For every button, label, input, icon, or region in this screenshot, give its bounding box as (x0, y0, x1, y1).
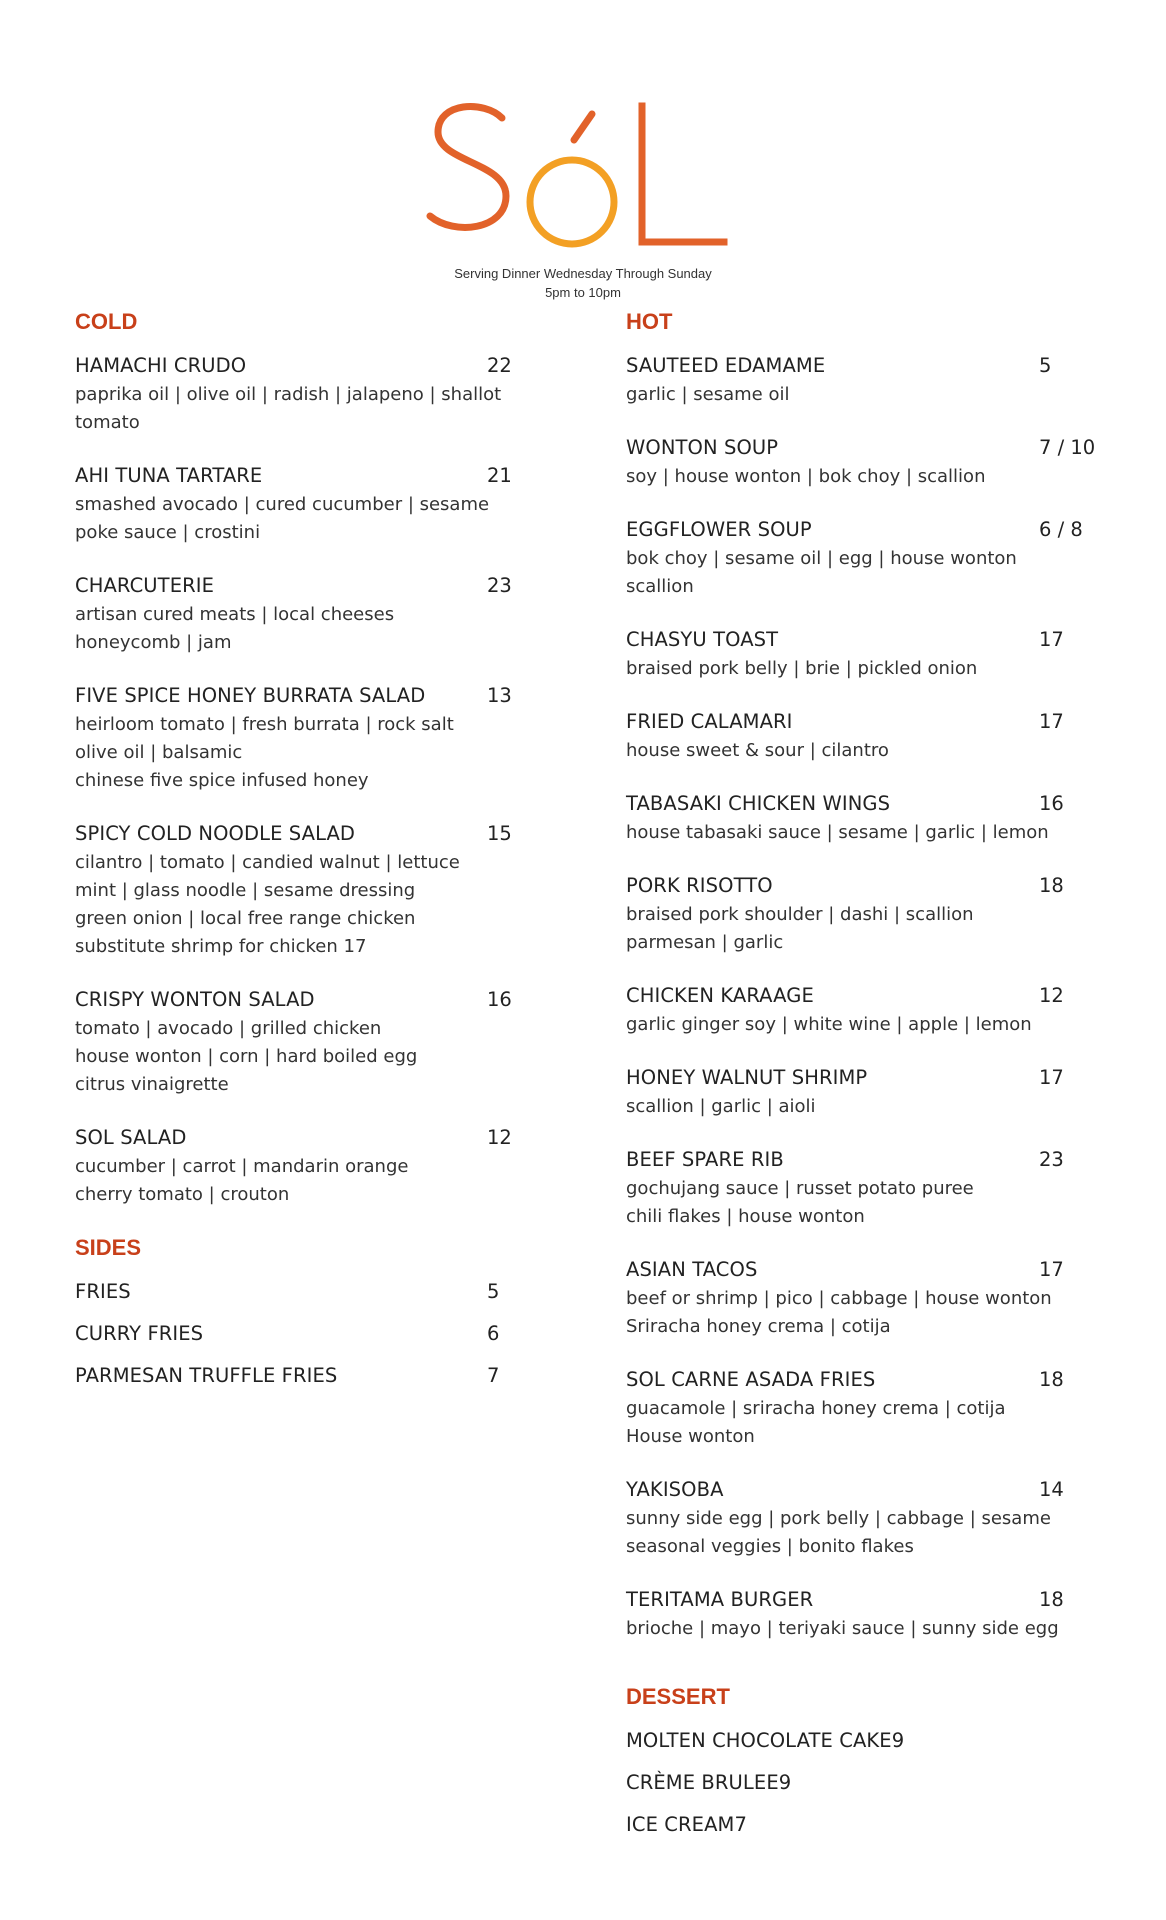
menu-item-description: braised pork belly | brie | pickled onion (626, 658, 978, 679)
menu-item-description: mint | glass noodle | sesame dressing (75, 880, 416, 901)
menu-item (626, 433, 1096, 491)
menu-item-price: 18 (1039, 1588, 1064, 1611)
menu-item-header (626, 1063, 1096, 1093)
menu-item-header (626, 1255, 1096, 1285)
menu-item-description: chinese five spice infused honey (75, 770, 369, 791)
menu-item (626, 981, 1096, 1039)
menu-item-header (75, 985, 545, 1015)
menu-item (75, 1277, 545, 1307)
menu-item-price: 12 (487, 1126, 512, 1149)
menu-item (75, 351, 545, 437)
menu-item-price: 17 (1039, 710, 1064, 733)
menu-item-description: scallion (626, 576, 694, 597)
menu-item-description: substitute shrimp for chicken 17 (75, 936, 367, 957)
menu-item-header (626, 1768, 1096, 1799)
menu-item (626, 515, 1096, 601)
left-column (75, 307, 545, 1403)
section-title-dessert: DESSERT (626, 1684, 730, 1709)
menu-item-price: 17 (1039, 1258, 1064, 1281)
right-column (626, 307, 1096, 1667)
menu-item (626, 789, 1096, 847)
menu-item-name: MOLTEN CHOCOLATE CAKE (626, 1729, 892, 1752)
menu-item-name: WONTON SOUP (626, 436, 779, 459)
menu-item-header (75, 1361, 545, 1392)
menu-item-description: poke sauce | crostini (75, 522, 261, 543)
hot-items (626, 351, 1096, 1643)
menu-item-name: HONEY WALNUT SHRIMP (626, 1066, 868, 1089)
menu-item-description: olive oil | balsamic (75, 742, 243, 763)
menu-item-price: 6 (487, 1322, 500, 1345)
menu-item-name: CHASYU TOAST (626, 628, 779, 651)
menu-item-header (626, 1726, 1096, 1757)
menu-item (626, 1145, 1096, 1231)
menu-item-header (626, 1365, 1096, 1395)
menu-item-price: 22 (487, 354, 512, 377)
menu-item-description: tomato (75, 412, 140, 433)
menu-item-header (626, 981, 1096, 1011)
menu-item-description: sunny side egg | pork belly | cabbage | sesame (626, 1508, 1051, 1529)
menu-item-price: 14 (1039, 1478, 1064, 1501)
menu-item-price: 5 (487, 1280, 500, 1303)
menu-item-price: 18 (1039, 874, 1064, 897)
menu-item-description: gochujang sauce | russet potato puree (626, 1178, 974, 1199)
menu-item-description: house wonton | corn | hard boiled egg (75, 1046, 418, 1067)
menu-item-description: seasonal veggies | bonito flakes (626, 1536, 914, 1557)
menu-item-name: PORK RISOTTO (626, 874, 773, 897)
hours-line-2: 5pm to 10pm (545, 285, 621, 300)
menu-item-price: 7 (487, 1364, 500, 1387)
menu-item-description: house tabasaki sauce | sesame | garlic | lemon (626, 822, 1049, 843)
menu-item-price: 5 (1039, 354, 1052, 377)
menu-item (626, 1255, 1096, 1341)
menu-item (626, 1726, 1096, 1756)
menu-item-header (626, 625, 1096, 655)
menu-item-description: garlic | sesame oil (626, 384, 790, 405)
sol-logo (424, 96, 744, 256)
menu-item-name: FRIES (75, 1280, 131, 1303)
menu-item (626, 1063, 1096, 1121)
menu-item-name: CRISPY WONTON SALAD (75, 988, 315, 1011)
menu-item (626, 1810, 1096, 1840)
menu-item-price: 7 (734, 1813, 747, 1836)
menu-item-header (75, 819, 545, 849)
menu-item-price: 23 (487, 574, 512, 597)
menu-item-header (626, 515, 1096, 545)
menu-item-name: HAMACHI CRUDO (75, 354, 247, 377)
menu-item-name: CURRY FRIES (75, 1322, 204, 1345)
menu-item-header (626, 1145, 1096, 1175)
menu-item-price: 16 (487, 988, 512, 1011)
menu-item (626, 1768, 1096, 1798)
menu-item-header (626, 1585, 1096, 1615)
menu-item-header (75, 1319, 545, 1350)
menu-item-header (626, 707, 1096, 737)
menu-item (626, 707, 1096, 765)
menu-item-description: paprika oil | olive oil | radish | jalapeno | shallot (75, 384, 502, 405)
menu-item-header (75, 1123, 545, 1153)
menu-item (75, 1319, 545, 1349)
menu-item-price: 18 (1039, 1368, 1064, 1391)
menu-item (626, 871, 1096, 957)
menu-item-name: CRÈME BRULEE (626, 1771, 779, 1794)
menu-item-header (626, 1475, 1096, 1505)
cold-items (75, 351, 545, 1209)
menu-item-description: parmesan | garlic (626, 932, 784, 953)
menu-item-description: beef or shrimp | pico | cabbage | house wonton (626, 1288, 1052, 1309)
dessert-section (626, 1682, 1096, 1852)
menu-item-name: CHARCUTERIE (75, 574, 215, 597)
sides-items (75, 1277, 545, 1391)
menu-item-description: House wonton (626, 1426, 755, 1447)
menu-item-description: tomato | avocado | grilled chicken (75, 1018, 382, 1039)
menu-item-price: 15 (487, 822, 512, 845)
menu-item-header (75, 681, 545, 711)
menu-item (75, 571, 545, 657)
menu-item-description: braised pork shoulder | dashi | scallion (626, 904, 974, 925)
menu-item-name: BEEF SPARE RIB (626, 1148, 784, 1171)
menu-item-description: cucumber | carrot | mandarin orange (75, 1156, 409, 1177)
menu-item-price: 6 / 8 (1039, 518, 1083, 541)
menu-item (626, 1585, 1096, 1643)
menu-item-description: citrus vinaigrette (75, 1074, 229, 1095)
menu-item-header (626, 1810, 1096, 1841)
menu-item-name: SPICY COLD NOODLE SALAD (75, 822, 356, 845)
menu-item-price: 9 (891, 1729, 905, 1752)
menu-item-description: chili flakes | house wonton (626, 1206, 865, 1227)
menu-item-description: smashed avocado | cured cucumber | sesame (75, 494, 490, 515)
menu-item-name: ICE CREAM (626, 1813, 735, 1836)
menu-item-price: 23 (1039, 1148, 1064, 1171)
hours-line-1: Serving Dinner Wednesday Through Sunday (454, 266, 712, 281)
menu-item-price: 7 / 10 (1039, 436, 1096, 459)
menu-item-header (626, 433, 1096, 463)
menu-item-price: 12 (1039, 984, 1064, 1007)
menu-item-description: cherry tomato | crouton (75, 1184, 290, 1205)
menu-item (626, 1475, 1096, 1561)
menu-item-description: bok choy | sesame oil | egg | house wonton (626, 548, 1017, 569)
menu-item-name: SOL CARNE ASADA FRIES (626, 1368, 876, 1391)
menu-item (75, 461, 545, 547)
menu-item-price: 17 (1039, 628, 1064, 651)
section-title-sides: SIDES (75, 1235, 142, 1260)
menu-item (75, 1123, 545, 1209)
menu-item-description: garlic ginger soy | white wine | apple | lemon (626, 1014, 1032, 1035)
menu-item-description: artisan cured meats | local cheeses (75, 604, 395, 625)
menu-item-price: 21 (487, 464, 512, 487)
menu-item-name: TABASAKI CHICKEN WINGS (626, 792, 891, 815)
menu-item-name: SOL SALAD (75, 1126, 187, 1149)
menu-item-name: YAKISOBA (626, 1478, 724, 1501)
menu-item-name: SAUTEED EDAMAME (626, 354, 826, 377)
menu-item-price: 13 (487, 684, 512, 707)
menu-item-price: 17 (1039, 1066, 1064, 1089)
menu-item (75, 819, 545, 961)
section-title-hot: HOT (626, 309, 673, 334)
menu-item-name: ASIAN TACOS (626, 1258, 758, 1281)
menu-item-header (75, 351, 545, 381)
menu-item-description: house sweet & sour | cilantro (626, 740, 889, 761)
menu-item-price: 9 (778, 1771, 792, 1794)
menu-item-description: guacamole | sriracha honey crema | cotija (626, 1398, 1006, 1419)
menu-item-name: TERITAMA BURGER (626, 1588, 814, 1611)
menu-item (626, 1365, 1096, 1451)
menu-item-description: honeycomb | jam (75, 632, 232, 653)
menu-item-description: brioche | mayo | teriyaki sauce | sunny side egg (626, 1618, 1059, 1639)
menu-item-header (75, 461, 545, 491)
sides-section (75, 1233, 545, 1391)
section-title-cold: COLD (75, 309, 138, 334)
menu-item-name: FRIED CALAMARI (626, 710, 793, 733)
menu-item-description: green onion | local free range chicken (75, 908, 416, 929)
menu-item-description: soy | house wonton | bok choy | scallion (626, 466, 986, 487)
menu-item-name: PARMESAN TRUFFLE FRIES (75, 1364, 338, 1387)
menu-item-header (626, 789, 1096, 819)
menu-item-name: CHICKEN KARAAGE (626, 984, 814, 1007)
menu-item-description: Sriracha honey crema | cotija (626, 1316, 891, 1337)
menu-item-description: heirloom tomato | fresh burrata | rock salt (75, 714, 454, 735)
menu-item-description: cilantro | tomato | candied walnut | lettuce (75, 852, 460, 873)
menu-item-name: FIVE SPICE HONEY BURRATA SALAD (75, 684, 426, 707)
menu-item-price: 16 (1039, 792, 1064, 815)
menu-item-header (626, 871, 1096, 901)
menu-item (75, 1361, 545, 1391)
menu-item (626, 351, 1096, 409)
menu-item-name: AHI TUNA TARTARE (75, 464, 263, 487)
menu-item-header (626, 351, 1096, 381)
dessert-items (626, 1726, 1096, 1840)
menu-item (626, 625, 1096, 683)
menu-item-name: EGGFLOWER SOUP (626, 518, 812, 541)
menu-item (75, 985, 545, 1099)
menu-item-header (75, 1277, 545, 1308)
menu-item-header (75, 571, 545, 601)
menu-item-description: scallion | garlic | aioli (626, 1096, 816, 1117)
menu-item (75, 681, 545, 795)
